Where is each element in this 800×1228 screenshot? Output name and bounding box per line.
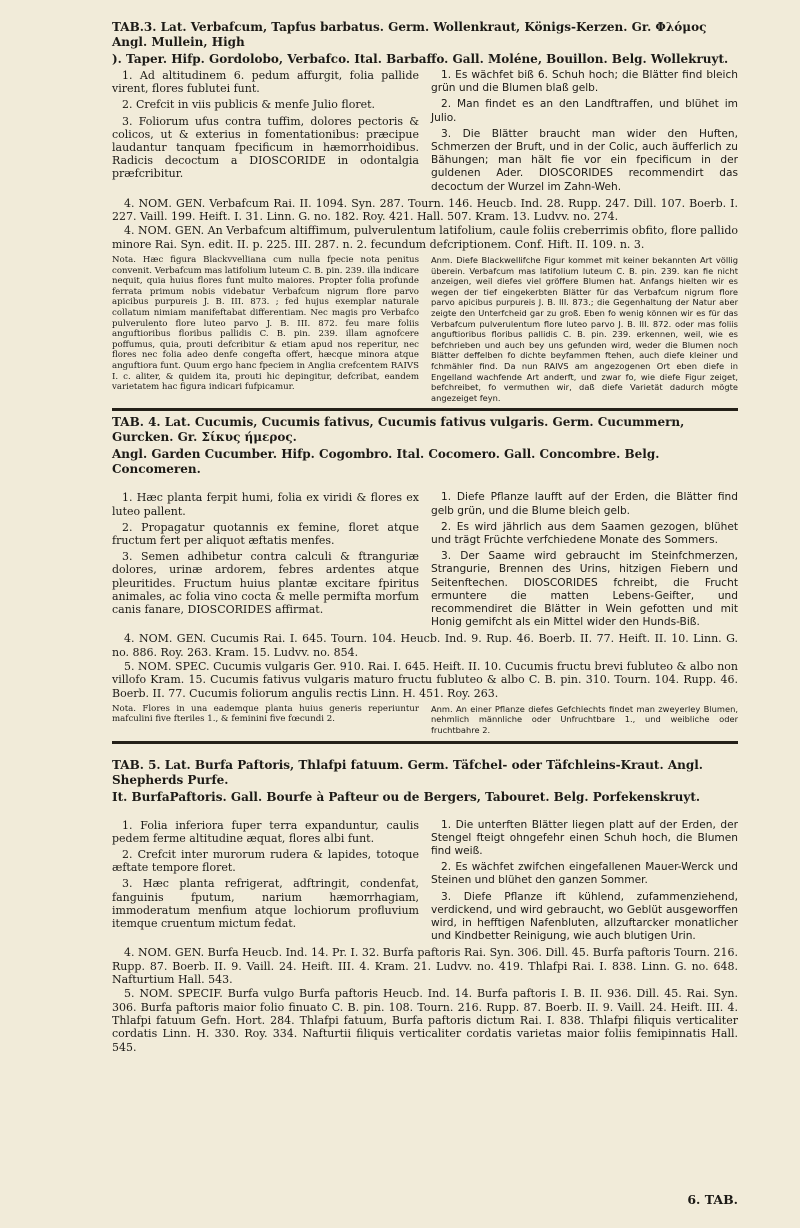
tab3-lat-item: 1. Ad altitudinem 6. pedum affurgit, folia pallide virent, flores fublutei funt. xyxy=(112,69,419,96)
tab4-german-column xyxy=(431,491,738,632)
tab3-note-de-text: Anm. Diefe Blackwellifche Figur kommet mit keiner bekannten Art völlig überein. Verbafcum mas latifolium luteum C. B. pin. 239. kan fie nicht anzeigen, weil diefes viel gröffere Blumen hat. Anfangs hielten wir es wegen der tief eingekerbten Blätter für das Verbafcum nigrum flore parvo apicibus purpureis J. B. III. 873.; die Gegenhaltung der Natur aber zeigte den Unterfcheid gar zu groß. Eben fo wenig können wir es für das Verbafcum pulverulentum flore luteo parvo J. B. III. 872. oder mas foliis anguftioribus floribus pallidis C. B. pin. 239. erkennen, weil, wie es befchrieben und auch bey uns gefunden wird, weder die Blumen noch Blätter deffelben fo dichte beyfammen ftehen, auch diefe kleiner und fchmähler find. Da nun RAIVS am angezogenen Ort eben diefe in Engelland wachfende Art anderft, und zwar fo, wie diefe Figur zeiget, befchreibet, fo vermuthen wir, daß diefe Varietät dadurch mögte angezeiget feyn. xyxy=(431,255,738,403)
tab4-latin-column xyxy=(112,491,419,632)
tab3-nom-gen: 4. NOM. GEN. Verbafcum Rai. II. 1094. Syn. 287. Tourn. 146. Heucb. Ind. 28. Rupp. 247. Dill. 107. Boerb. I. 227. Vaill. 199. Heift. I. 31. Linn. G. no. 182. Roy. 421. Hall. 507. Kram. 13. Ludvv. no. 274. xyxy=(112,196,738,224)
tab5-de-item: 1. Die unterften Blätter liegen platt auf der Erden, der Stengel fteigt ohngefehr einen Schuh hoch, die Blumen find weiß. xyxy=(431,818,738,858)
tab4-note-de-text: Anm. An einer Pflanze diefes Gefchlechts findet man zweyerley Blumen, nehmlich männliche oder Unfruchtbare 1., und weibliche oder fruchtbahre 2. xyxy=(431,703,738,736)
tab5-nom-gen: 4. NOM. GEN. Burfa Heucb. Ind. 14. Pr. I. 32. Burfa paftoris Rai. Syn. 306. Dill. 45. Burfa paftoris Tourn. 216. Rupp. 87. Boerb. II. 9. Vaill. 24. Heift. III. 4. Kram. 21. Ludvv. no. 419. Thlafpi Rai. I. 838. Linn. G. no. 648. Nafturtium Hall. 543. xyxy=(112,946,738,987)
tab4-nom-gen: 4. NOM. GEN. Cucumis Rai. I. 645. Tourn. 104. Heucb. Ind. 9. Rup. 46. Boerb. II. 77. Heift. II. 10. Linn. G. no. 886. Roy. 263. Kram. 15. Ludvv. no. 854. xyxy=(112,632,738,659)
tab5-section xyxy=(112,758,738,1054)
tab3-nom-gen-2: 4. NOM. GEN. An Verbafcum altiffimum, pulverulentum latifolium, caule foliis creberrimis obfito, flore pallido minore Rai. Syn. edit. II. p. 225. III. 287. n. 2. fecundum defcriptionem. Conf. Hift. II. 109. n. 3. xyxy=(112,224,738,251)
tab4-note-german xyxy=(431,704,738,736)
tab3-latin-column xyxy=(112,69,419,197)
tab4-de-item: 1. Diefe Pflanze laufft auf der Erden, die Blätter find gelb grün, und die Blume bleich gelb. xyxy=(431,491,738,517)
tab5-header-line2: It. BurfaPaftoris. Gall. Bourfe à Pafteur ou de Bergers, Tabouret. Belg. Porfekenskruyt. xyxy=(112,789,701,804)
tab3-note-lat-text: Nota. Hæc figura Blackvvelliana cum nulla fpecie nota penitus convenit. Verbafcum mas latifolium luteum C. B. pin. 239. illa indicare nequit, quia huius flores funt multo maiores. Propter folia profunde ferrata primum nobis videbatur Verbafcum nigrum flore parvo apicibus purpureis J. B. III. 873. ; fed hujus exemplar naturale collatum nimiam manifeftabat differentiam. Nec magis pro Verbafco pulverulento flore luteo parvo J. B. III. 872. feu mare foliis anguftioribus floribus pallidis C. B. pin. 239. illam agnofcere poffumus, quia, prouti defcribitur & etiam apud nos reperitur, nec flores nec folia adeo denfe congefta offert, hæcque minora atque anguftiora funt. Quum ergo hanc fpeciem in Anglia crefcentem RAIVS I. c. aliter, & quidem ita, prouti hic depingitur, defcribat, eandem varietatem hac figura indicari fufpicamur. xyxy=(112,255,419,393)
tab4-section xyxy=(112,415,738,735)
tab3-german-column xyxy=(431,69,738,197)
tab3-note-german xyxy=(431,255,738,403)
section-divider xyxy=(112,741,738,744)
tab4-de-item: 3. Der Saame wird gebraucht im Steinfchmerzen, Strangurie, Brennen des Urins, hitzigen Fiebern und Seitenftechen. DIOSCORIDES fchreibt, die Frucht ermuntere die matten Lebens-Geifter, und recommendiret die Blätter in Wein gefotten und mit Honig gemifcht als ein Mittel wider den Hunds-Biß. xyxy=(431,550,738,629)
tab4-de-item: 2. Es wird jährlich aus dem Saamen gezogen, blühet und trägt Früchte verfchiedene Monate des Sommers. xyxy=(431,520,738,546)
tab3-de-item: 3. Die Blätter braucht man wider den Huften, Schmerzen der Bruft, und in der Colic, auch äufferlich zu Bähungen; man hält fie vor ein fpecificum in der guldenen Ader. DIOSCORIDES recommendirt das decoctum der Wurzel im Zahn-Weh. xyxy=(431,127,738,193)
tab4-header-line1: TAB. 4. Lat. Cucumis, Cucumis fativus, Cucumis fativus vulgaris. Germ. Cucummern, Gurcken. Gr. Σίκυς ήμερος. xyxy=(112,415,685,445)
tab5-de-item: 3. Diefe Pflanze ift kühlend, zufammenziehend, verdickend, und wird gebraucht, wo Geblüt ausgeworffen wird, in hefftigen Nafenbluten, allzuftarcker monatlicher und Kindbetter Reinigung, wie auch blutigen Urin. xyxy=(431,890,738,943)
tab5-german-column xyxy=(431,819,738,947)
tab3-de-item: 1. Es wächfet biß 6. Schuh hoch; die Blätter find bleich grün und die Blumen blaß gelb. xyxy=(431,69,738,95)
tab4-header-line2: Angl. Garden Cucumber. Hifp. Cogombro. Ital. Cocomero. Gall. Concombre. Belg. Concomeren. xyxy=(112,447,660,477)
tab3-lat-item: 2. Crefcit in viis publicis & menfe Julio floret. xyxy=(122,98,376,112)
tab4-note-latin xyxy=(112,704,419,736)
tab3-columns xyxy=(112,69,738,197)
tab5-lat-item: 3. Hæc planta refrigerat, adftringit, condenfat, fanguinis fputum, narium hæmorrhagiam, immoderatum menfium atque lochiorum profluvium itemque cruentum mictum fedat. xyxy=(112,877,419,931)
tab5-latin-column xyxy=(112,819,419,947)
tab3-note-latin xyxy=(112,255,419,403)
tab5-nom-specif: 5. NOM. SPECIF. Burfa vulgo Burfa paftoris Heucb. Ind. 14. Burfa paftoris I. B. II. 936. Dill. 45. Rai. Syn. 306. Burfa paftoris maior folio finuato C. B. pin. 108. Tourn. 216. Rupp. 87. Boerb. II. 9. Vaill. 24. Heift. III. 4. Thlafpi fatuum Gefn. Hort. 284. Thlafpi fatuum, Burfa paftoris dictum Rai. I. 838. Thlafpi filiquis verticaliter cordatis Linn. H. 330. Roy. 334. Nafturtii filiquis verticaliter cordatis varietas maior foliis femipinnatis Hall. 545. xyxy=(112,987,738,1054)
tab5-de-item: 2. Es wächfet zwifchen eingefallenen Mauer-Werck und Steinen und blühet den ganzen Sommer. xyxy=(431,861,738,887)
tab3-header-line1: TAB.3. Lat. Verbafcum, Tapfus barbatus. Germ. Wollenkraut, Königs-Kerzen. Gr. Φλόμος Angl. Mullein, High xyxy=(112,20,707,49)
tab4-nom-spec: 5. NOM. SPEC. Cucumis vulgaris Ger. 910. Rai. I. 645. Heift. II. 10. Cucumis fructu brevi fubluteo & albo non villofo Kram. 15. Cucumis fativus vulgaris maturo fructu fubluteo & albo C. B. pin. 310. Tourn. 104. Rupp. 46. Boerb. II. 77. Cucumis foliorum angulis rectis Linn. H. 451. Roy. 263. xyxy=(112,659,738,700)
tab4-lat-item: 3. Semen adhibetur contra calculi & ftranguriæ dolores, urinæ ardorem, febres ardentes atque pleuritides. Fructum huius plantæ excitare fpiritus animales, ac folia vino cocta & melle permifta morfum canis fanare, DIOSCORIDES affirmat. xyxy=(112,550,419,616)
tab3-header-line2: ). Taper. Hifp. Gordolobo, Verbafco. Ital. Barbaffo. Gall. Moléne, Bouillon. Belg. Wollekruyt. xyxy=(112,52,729,66)
tab5-columns xyxy=(112,819,738,947)
tab4-notes xyxy=(112,704,738,736)
tab5-header-line1: TAB. 5. Lat. Burfa Paftoris, Thlafpi fatuum. Germ. Täfchel- oder Täfchleins-Kraut. Angl. Shepherds Purfe. xyxy=(112,757,703,787)
tab3-section xyxy=(112,20,738,403)
catchword: 6. TAB. xyxy=(687,1192,738,1207)
tab5-lat-item: 1. Folia inferiora fuper terra expanduntur, caulis pedem ferme altitudine æquat, flores albi funt. xyxy=(112,818,419,845)
tab4-lat-item: 1. Hæc planta ferpit humi, folia ex viridi & flores ex luteo pallent. xyxy=(112,491,419,518)
tab5-lat-item: 2. Crefcit inter murorum rudera & lapides, totoque æftate tempore floret. xyxy=(112,848,419,875)
section-divider xyxy=(112,408,738,411)
tab4-note-lat-text: Nota. Flores in una eademque planta huius generis reperiuntur mafculini five fteriles 1., & feminini five fœcundi 2. xyxy=(112,703,419,725)
tab3-lat-item: 3. Foliorum ufus contra tuffim, dolores pectoris & colicos, ut & exterius in fomentationibus: præcipue laudantur tanquam fpecificum in hæmorrhoidibus. Radicis decoctum a DIOSCORIDE in odontalgia præfcribitur. xyxy=(112,114,419,181)
tab3-de-item: 2. Man findet es an den Landftraffen, und blühet im Julio. xyxy=(431,98,738,124)
tab3-notes xyxy=(112,255,738,403)
tab4-columns xyxy=(112,491,738,632)
tab4-lat-item: 2. Propagatur quotannis ex femine, floret atque fructum fert per aliquot æftatis menfes. xyxy=(112,520,419,547)
